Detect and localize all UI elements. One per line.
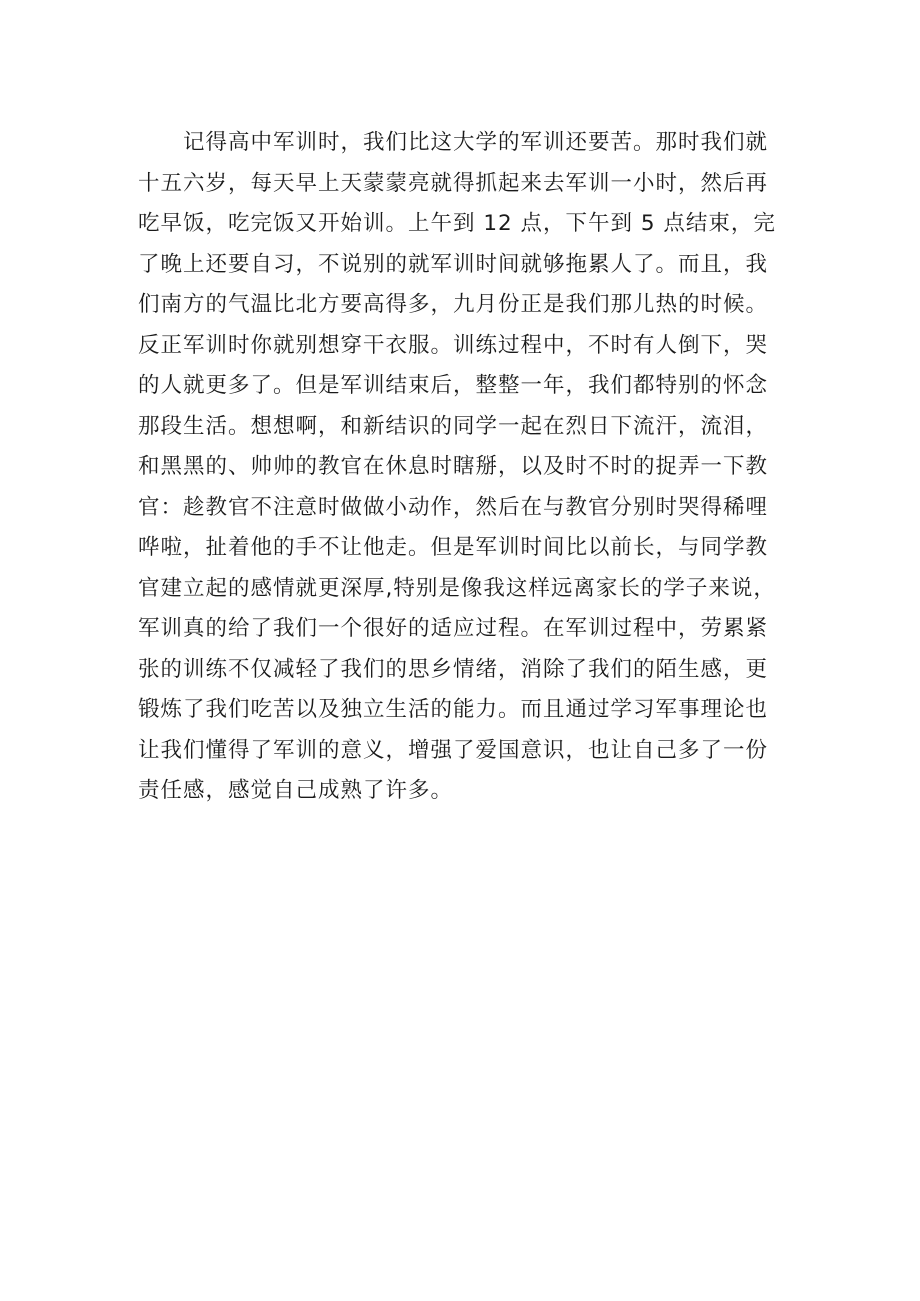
paragraph-line-17: 责任感，感觉自己成熟了许多。 [138,778,454,803]
paragraph-line-2: 十五六岁，每天早上天蒙蒙亮就得抓起来去军训一小时，然后再 [138,170,769,196]
paragraph-line-14: 张的训练不仅减轻了我们的思乡情绪，消除了我们的陌生感，更 [138,656,769,682]
paragraph-line-1: 记得高中军训时，我们比这大学的军训还要苦。那时我们就 [138,130,769,155]
paragraph-line-5: 们南方的气温比北方要高得多，九月份正是我们那儿热的时候。 [138,292,769,317]
paragraph-line-11: 哗啦，扯着他的手不让他走。但是军训时间比以前长，与同学教 [138,535,769,560]
paragraph-line-8: 那段生活。想想啊，和新结识的同学一起在烈日下流汗，流泪， [138,413,769,439]
paragraph-line-6: 反正军训时你就别想穿干衣服。训练过程中，不时有人倒下，哭 [138,332,769,358]
paragraph-line-12: 官建立起的感情就更深厚,特别是像我这样远离家长的学子来说， [138,575,776,601]
paragraph-line-15: 锻炼了我们吃苦以及独立生活的能力。而且通过学习军事理论也 [138,697,769,722]
paragraph-line-16: 让我们懂得了军训的意义，增强了爱国意识，也让自己多了一份 [138,737,769,763]
paragraph-line-4: 了晚上还要自习，不说别的就军训时间就够拖累人了。而且，我 [138,251,769,277]
paragraph-line-13: 军训真的给了我们一个很好的适应过程。在军训过程中，劳累紧 [138,616,769,641]
body-paragraph [138,123,788,812]
paragraph-line-9: 和黑黑的、帅帅的教官在休息时瞎掰，以及时不时的捉弄一下教 [138,454,769,479]
paragraph-line-7: 的人就更多了。但是军训结束后，整整一年，我们都特别的怀念 [138,373,769,398]
paragraph-line-10: 官：趁教官不注意时做做小动作，然后在与教官分别时哭得稀哩 [138,494,769,520]
paragraph-line-3: 吃早饭，吃完饭又开始训。上午到 12 点，下午到 5 点结束，完 [138,211,776,236]
